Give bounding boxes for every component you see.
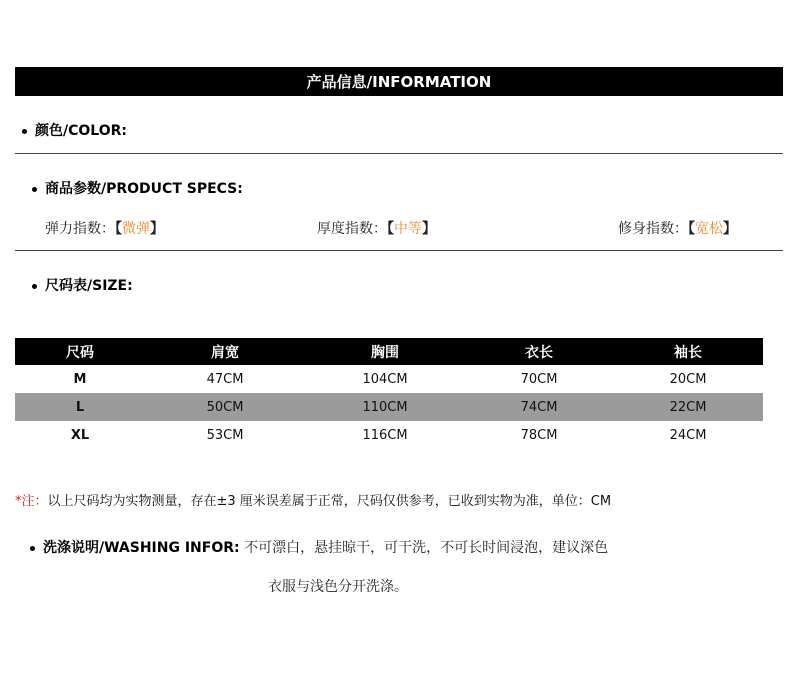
cell-size: XL bbox=[70, 427, 90, 443]
washing-text-line2: 衣服与浅色分开洗涤。 bbox=[268, 579, 408, 595]
info-header-bar bbox=[15, 67, 783, 96]
cell-sleeve: 24CM bbox=[669, 427, 707, 443]
washing-label: 洗涤说明/WASHING INFOR: bbox=[43, 540, 240, 556]
measurement-note bbox=[15, 490, 795, 509]
spec-bracket-open: 【 bbox=[688, 221, 695, 237]
divider bbox=[15, 153, 783, 154]
cell-size: M bbox=[73, 371, 87, 387]
spec-name: 弹力指数： bbox=[45, 221, 115, 237]
spec-value: 宽松 bbox=[695, 221, 723, 237]
divider bbox=[15, 250, 783, 251]
spec-name: 修身指数： bbox=[618, 221, 688, 237]
table-row bbox=[15, 393, 763, 421]
size-table-header bbox=[15, 338, 763, 365]
cell-shoulder: 50CM bbox=[145, 393, 305, 421]
washing-text-line1: 不可漂白，悬挂晾干，可干洗，不可长时间浸泡，建议深色 bbox=[244, 540, 609, 556]
cell-length: 70CM bbox=[520, 371, 558, 387]
spec-bracket-close: 】 bbox=[723, 221, 737, 237]
size-table bbox=[15, 338, 763, 449]
spec-bracket-close: 】 bbox=[150, 221, 164, 237]
spec-elasticity bbox=[45, 218, 164, 238]
color-section-label: 颜色/COLOR: bbox=[35, 123, 127, 139]
column-header-sleeve: 袖长 bbox=[613, 338, 763, 365]
cell-chest: 104CM bbox=[362, 371, 408, 387]
table-row bbox=[15, 421, 763, 449]
spec-value: 微弹 bbox=[122, 221, 150, 237]
cell-shoulder: 53CM bbox=[206, 427, 244, 443]
size-section-title bbox=[32, 275, 133, 295]
specs-row bbox=[45, 218, 780, 238]
bullet-icon bbox=[32, 284, 37, 289]
cell-shoulder: 47CM bbox=[206, 371, 244, 387]
info-header-title: 产品信息/INFORMATION bbox=[306, 73, 492, 91]
spec-thickness bbox=[317, 218, 436, 238]
cell-sleeve: 20CM bbox=[669, 371, 707, 387]
cell-chest: 116CM bbox=[362, 427, 408, 443]
washing-instructions bbox=[30, 537, 790, 557]
spec-bracket-close: 】 bbox=[422, 221, 436, 237]
specs-section-title bbox=[32, 178, 243, 198]
table-row bbox=[15, 365, 763, 393]
column-header-chest: 胸围 bbox=[305, 338, 465, 365]
spec-name: 厚度指数： bbox=[317, 221, 387, 237]
cell-sleeve: 22CM bbox=[613, 393, 763, 421]
color-section-title bbox=[22, 120, 127, 140]
bullet-icon bbox=[30, 546, 35, 551]
column-header-size: 尺码 bbox=[15, 338, 145, 365]
specs-section-label: 商品参数/PRODUCT SPECS: bbox=[45, 181, 243, 197]
bullet-icon bbox=[32, 187, 37, 192]
cell-chest: 110CM bbox=[305, 393, 465, 421]
note-asterisk: *注： bbox=[15, 494, 48, 509]
spec-bracket-open: 【 bbox=[387, 221, 394, 237]
spec-bracket-open: 【 bbox=[115, 221, 122, 237]
cell-length: 78CM bbox=[520, 427, 558, 443]
cell-size: L bbox=[15, 393, 145, 421]
note-text: 以上尺码均为实物测量，存在±3 厘米误差属于正常，尺码仅供参考，已收到实物为准，单位：CM bbox=[47, 494, 612, 509]
size-section-label: 尺码表/SIZE: bbox=[45, 278, 133, 294]
spec-value: 中等 bbox=[394, 221, 422, 237]
column-header-length: 衣长 bbox=[465, 338, 613, 365]
bullet-icon bbox=[22, 129, 27, 134]
cell-length: 74CM bbox=[465, 393, 613, 421]
column-header-shoulder: 肩宽 bbox=[145, 338, 305, 365]
spec-fit bbox=[618, 218, 737, 238]
